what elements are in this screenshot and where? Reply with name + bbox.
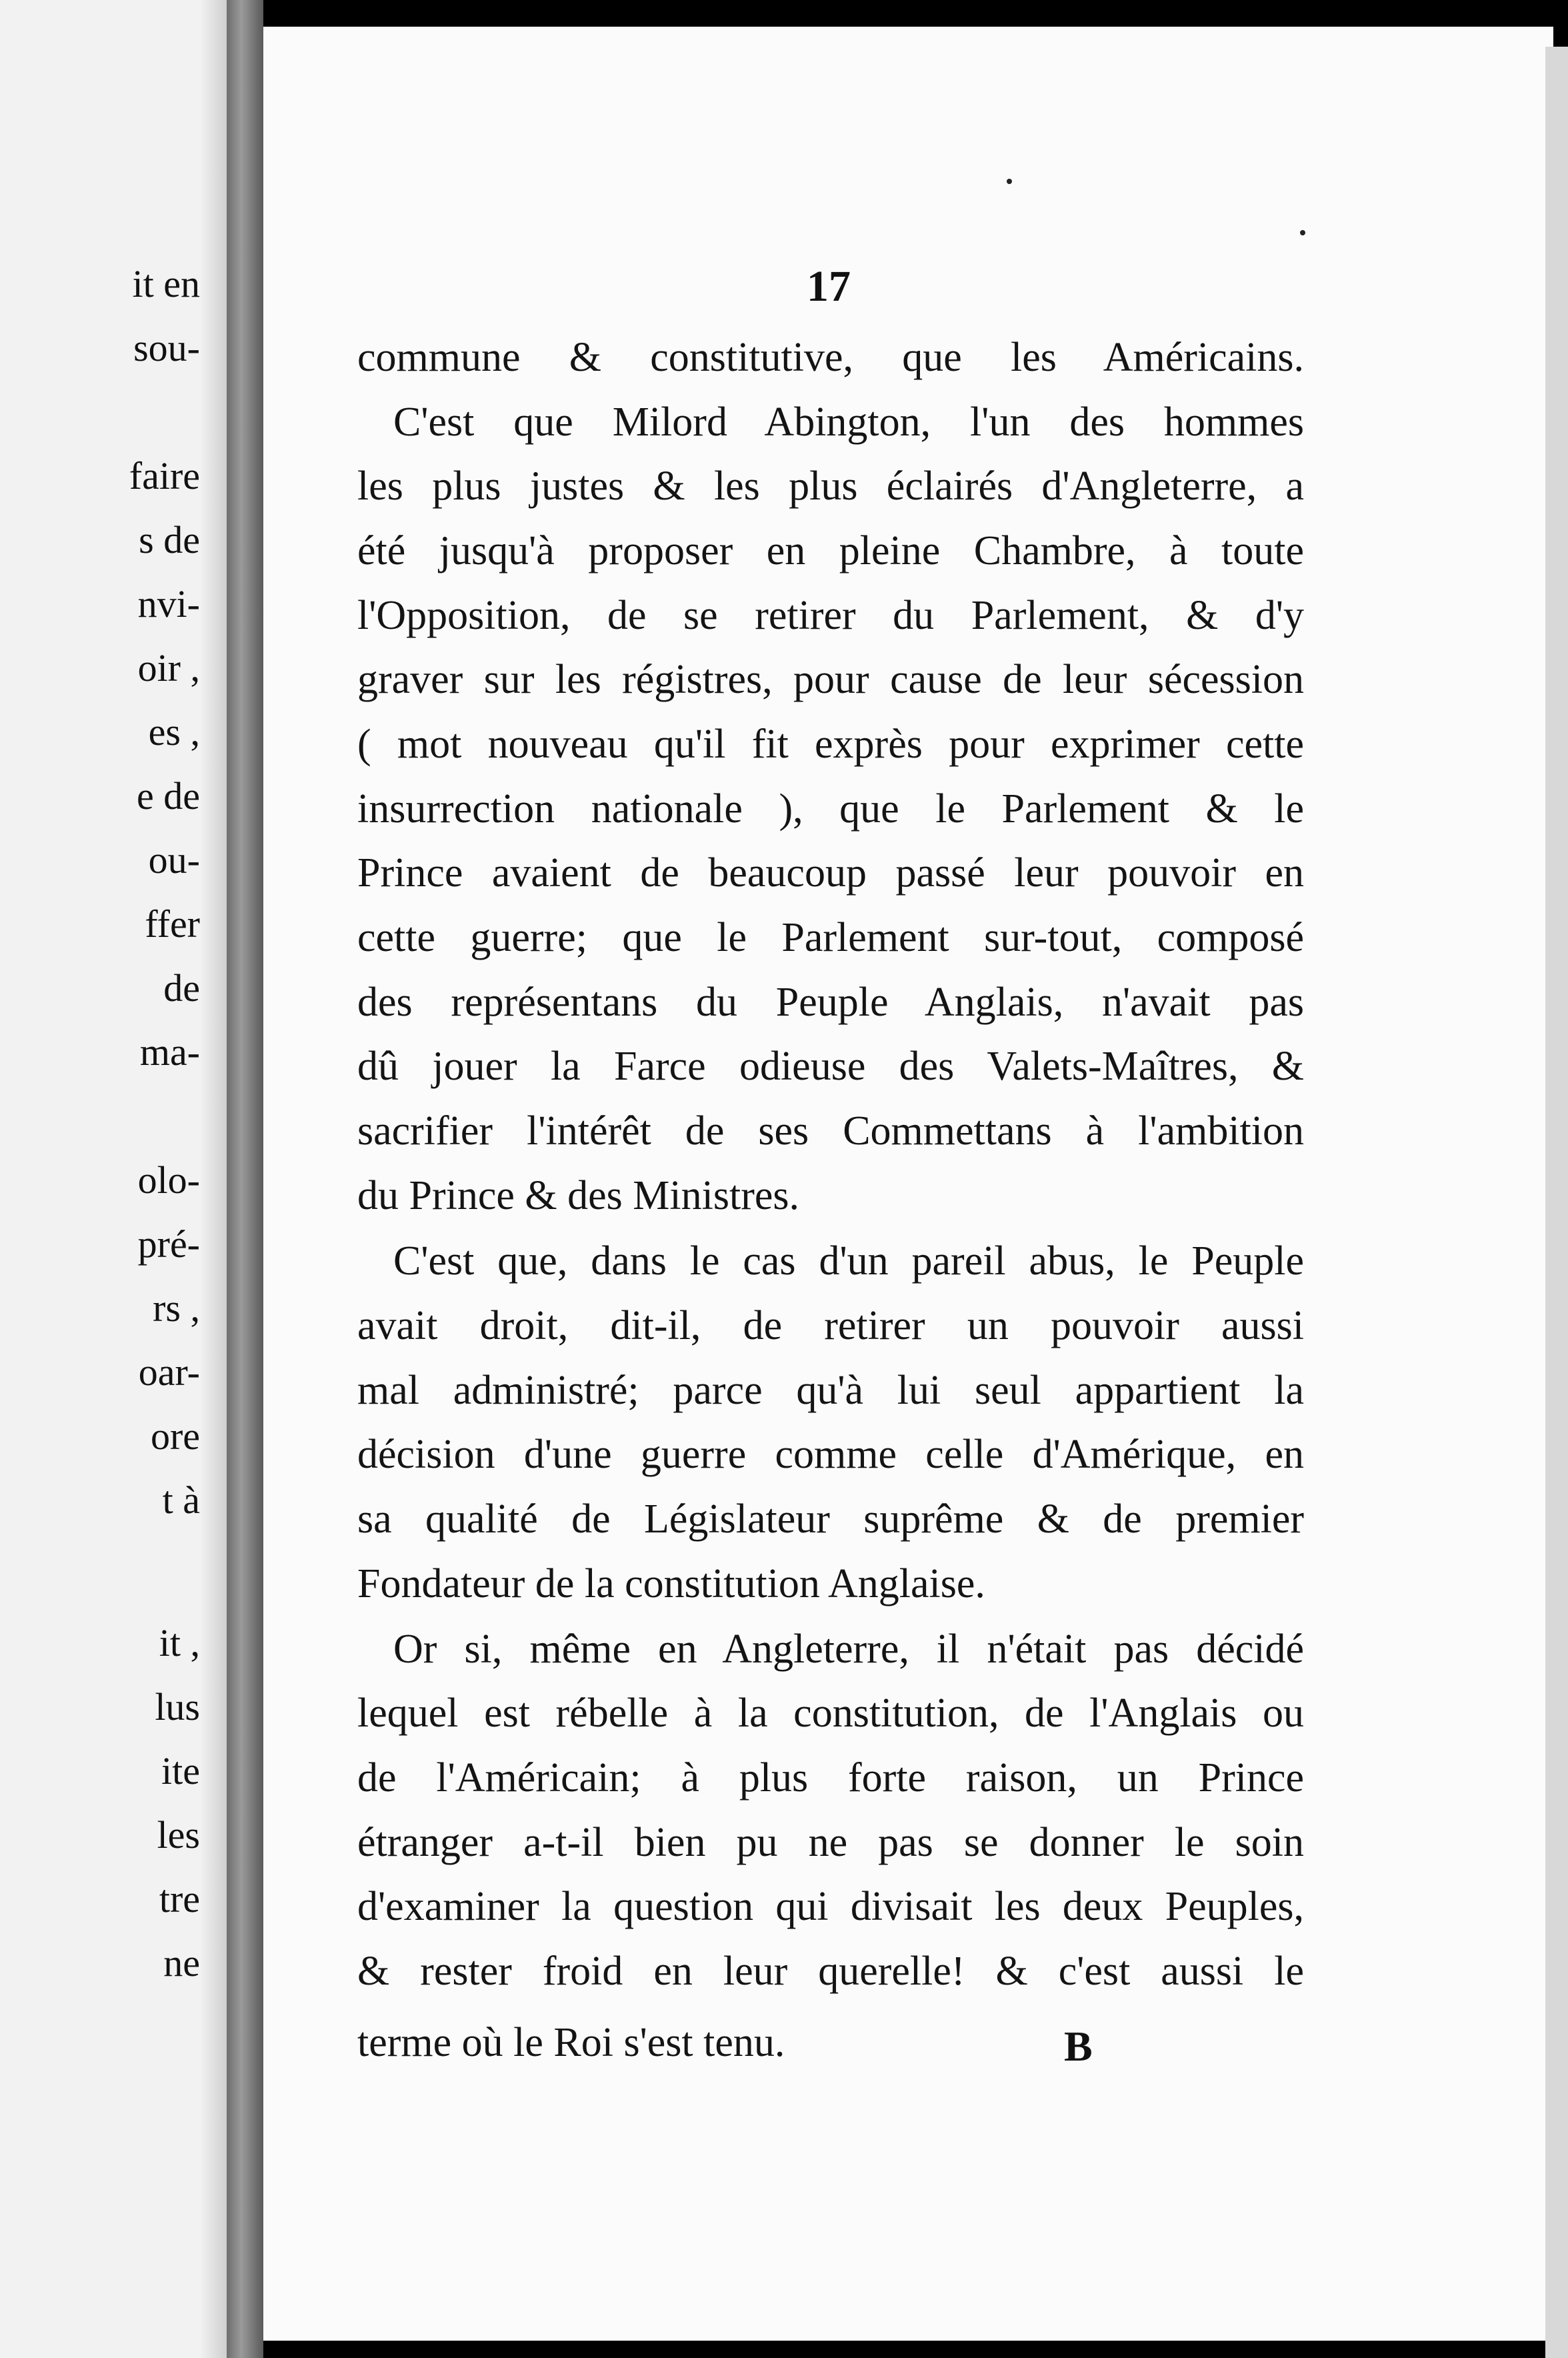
text-line: d'examiner la question qui divisait les deux Peuples, (357, 1884, 1304, 1929)
left-fragment: pré- (137, 1222, 200, 1266)
text-line: décision d'une guerre comme celle d'Amérique, en (357, 1432, 1304, 1477)
left-fragment: les (157, 1813, 200, 1857)
text-line: sa qualité de Législateur suprême & de premier (357, 1496, 1304, 1542)
text-line: C'est que, dans le cas d'un pareil abus, le Peuple (393, 1238, 1304, 1284)
text-line: terme où le Roi s'est tenu. (357, 2020, 785, 2065)
text-line: cette guerre; que le Parlement sur-tout, composé (357, 915, 1304, 960)
left-page-shadow (200, 0, 227, 2358)
text-line: mal administré; parce qu'à lui seul appartient la (357, 1368, 1304, 1413)
text-line: C'est que Milord Abington, l'un des hommes (393, 399, 1304, 445)
text-line: Fondateur de la constitution Anglaise. (357, 1561, 985, 1606)
left-fragment: es , (148, 710, 200, 754)
text-line: dû jouer la Farce odieuse des Valets-Maîtres, & (357, 1044, 1304, 1089)
text-line: & rester froid en leur querelle! & c'est aussi le (357, 1949, 1304, 1994)
left-facing-page (0, 0, 227, 2358)
text-line: lequel est rébelle à la constitution, de l'Anglais ou (357, 1690, 1304, 1736)
text-line: du Prince & des Ministres. (357, 1173, 799, 1218)
text-line: été jusqu'à proposer en pleine Chambre, à toute (357, 528, 1304, 573)
signature-mark: B (1064, 2023, 1093, 2070)
text-line: de l'Américain; à plus forte raison, un Prince (357, 1755, 1304, 1801)
text-line: l'Opposition, de se retirer du Parlement, & d'y (357, 593, 1304, 638)
left-fragment: t à (162, 1478, 200, 1522)
book-gutter (227, 0, 263, 2358)
text-line: graver sur les régistres, pour cause de leur sécession (357, 657, 1304, 702)
left-fragment: ore (150, 1414, 200, 1458)
left-fragment: nvi- (137, 582, 200, 626)
left-fragment: s de (139, 518, 200, 561)
left-fragment: faire (129, 454, 200, 497)
left-fragment: ffer (145, 902, 200, 946)
text-line: sacrifier l'intérêt de ses Commettans à l'ambition (357, 1108, 1304, 1154)
text-line: des représentans du Peuple Anglais, n'avait pas (357, 980, 1304, 1025)
ink-speck (1300, 230, 1305, 235)
left-fragment: it en (132, 262, 200, 305)
text-line: commune & constitutive, que les Américains. (357, 335, 1304, 380)
left-fragment: ma- (139, 1030, 200, 1074)
left-fragment: ne (163, 1941, 200, 1985)
text-line: avait droit, dit-il, de retirer un pouvoir aussi (357, 1303, 1304, 1348)
text-line: étranger a-t-il bien pu ne pas se donner le soin (357, 1820, 1304, 1865)
text-line: Or si, même en Angleterre, il n'était pas décidé (393, 1626, 1304, 1672)
left-fragment: ou- (148, 838, 200, 882)
left-fragment: sou- (133, 326, 200, 369)
left-fragment: de (163, 966, 200, 1010)
left-fragment: lus (155, 1685, 200, 1728)
left-fragment: oar- (138, 1350, 200, 1394)
ink-speck (1007, 179, 1012, 184)
left-fragment: olo- (137, 1158, 200, 1202)
left-fragment: tre (159, 1877, 200, 1921)
text-line: les plus justes & les plus éclairés d'Angleterre, a (357, 463, 1304, 509)
left-fragment: e de (137, 774, 200, 818)
left-fragment: oir , (137, 646, 200, 690)
left-fragment: ite (161, 1749, 200, 1793)
text-line: insurrection nationale ), que le Parlement & le (357, 786, 1304, 832)
left-fragment: it , (159, 1621, 200, 1664)
page-edge (1545, 47, 1568, 2358)
text-line: Prince avaient de beaucoup passé leur pouvoir en (357, 850, 1304, 896)
left-fragment: rs , (153, 1286, 200, 1330)
page-number: 17 (807, 262, 851, 311)
text-line: ( mot nouveau qu'il fit exprès pour exprimer cette (357, 722, 1304, 767)
